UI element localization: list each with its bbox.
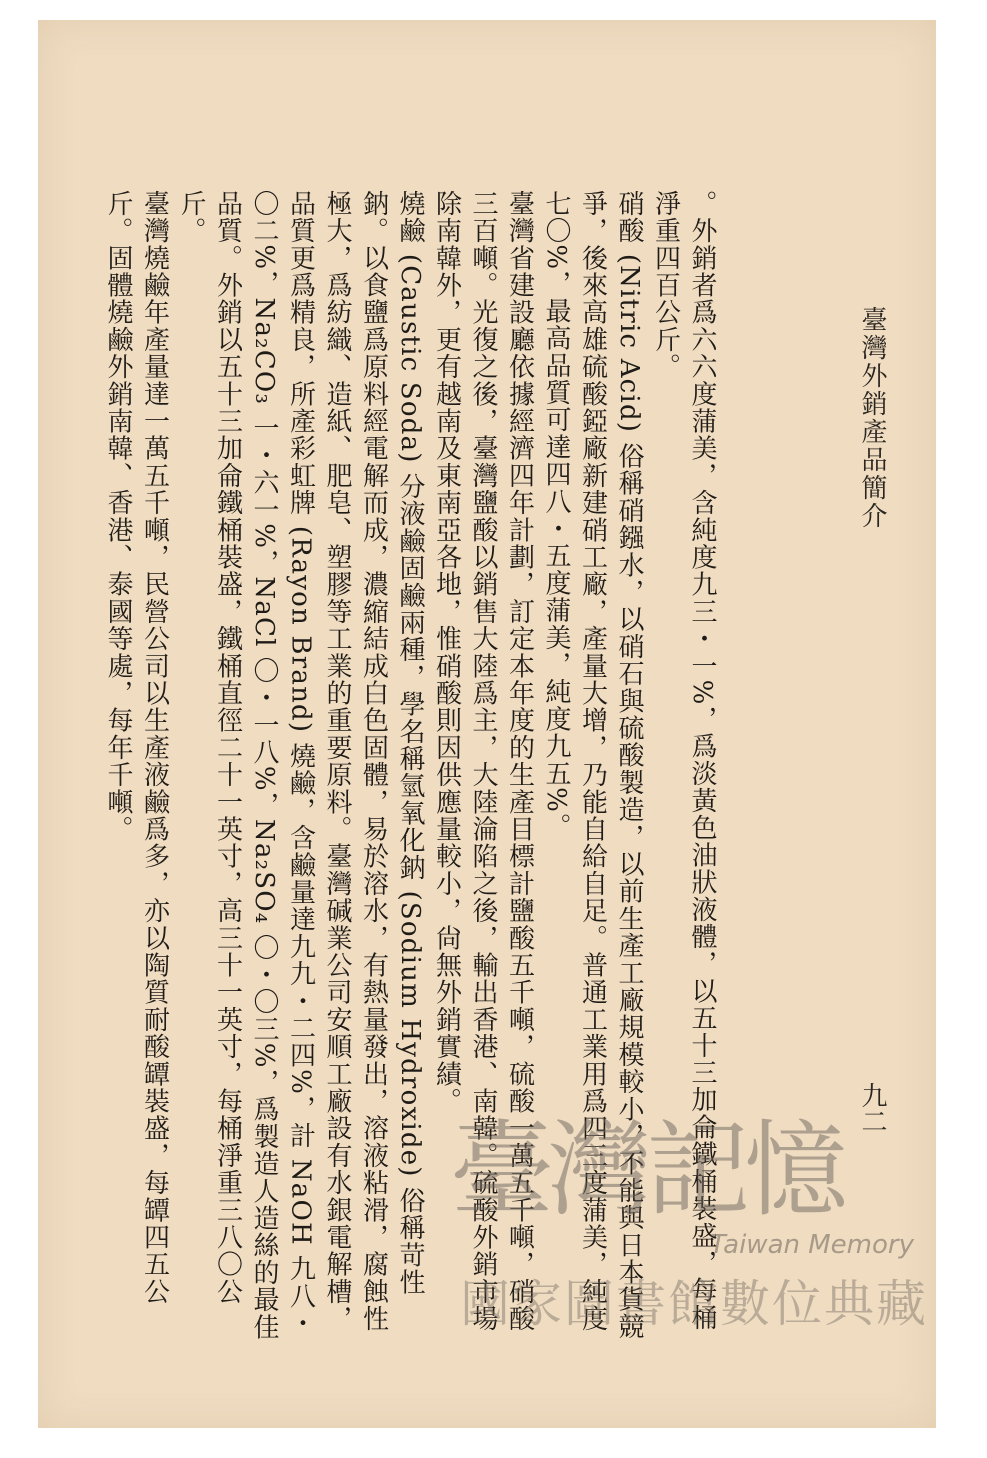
page-number: 九二 (857, 1082, 887, 1134)
book-page (38, 20, 936, 1428)
paragraph-1: 。外銷者爲六六度蒲美，含純度九三・一%，爲淡黃色油狀液體，以五十三加侖鐵桶裝盛，每桶淨重四百公斤。 (650, 190, 717, 1332)
watermark-english-text: Taiwan Memory (710, 1230, 914, 1260)
running-title: 臺灣外銷產品簡介 (857, 306, 887, 530)
paragraph-3: 臺灣省建設廳依據經濟四年計劃，訂定本年度的生產目標計鹽酸五千噸，硫酸一萬五千噸，硝酸三百噸。光復之後，臺灣鹽酸以銷售大陸爲主，大陸淪陷之後，輸出香港、南韓。硫酸外銷市場除南韓外，更有越南及東南亞各地，惟硝酸則因供應量較小，尙無外銷實績。 (431, 190, 535, 1333)
watermark-institution-text: 國家圖書館數位典藏 (460, 1275, 928, 1333)
paragraph-5: 臺灣燒鹼年產量達一萬五千噸，民營公司以生產液鹼爲多，亦以陶質耐酸罈裝盛，每罈四五公斤。固體燒鹼外銷南韓、香港、泰國等處，每年千噸。 (103, 190, 170, 1306)
body-text (103, 190, 720, 1350)
paragraph-4: 燒鹼 (Caustic Soda) 分液鹼固鹼兩種，學名稱氫氧化鈉 (Sodium Hydroxide) 俗稱苛性鈉。以食鹽爲原料經電解而成，濃縮結成白色固體，易於溶水，有熱量發出，溶液粘滑，腐蝕性極大，爲紡織、造紙、肥皂、塑膠等工業的重要原料。臺灣碱業公司安順工廠設有水銀電解槽，品質更爲精良，所產彩虹牌 (Rayon Brand) 燒鹼，含鹼量達九九・二四%，計 NaOH 九八・〇二%，Na₂CO₃ 一・六一%，NaCl 〇・一八%，Na₂SO₄ 〇・〇三%，爲製造人造絲的最佳品質。外銷以五十三加侖鐵桶裝盛，鐵桶直徑二十一英寸，高三十一英寸，每桶淨重三八〇公斤。 (176, 190, 425, 1341)
paragraph-2: 硝酸 (Nitric Acid) 俗稱硝鏹水，以硝石與硫酸製造，以前生產工廠規模較小，不能與日本貨競爭，後來高雄硫酸錏廠新建硝工廠，產量大增，乃能自給自足。普通工業用爲四三度蒲美，純度七〇%，最高品質可達四八・五度蒲美，純度九五%。 (541, 190, 644, 1341)
watermark-logo-text: 臺灣記憶 (450, 1109, 843, 1231)
